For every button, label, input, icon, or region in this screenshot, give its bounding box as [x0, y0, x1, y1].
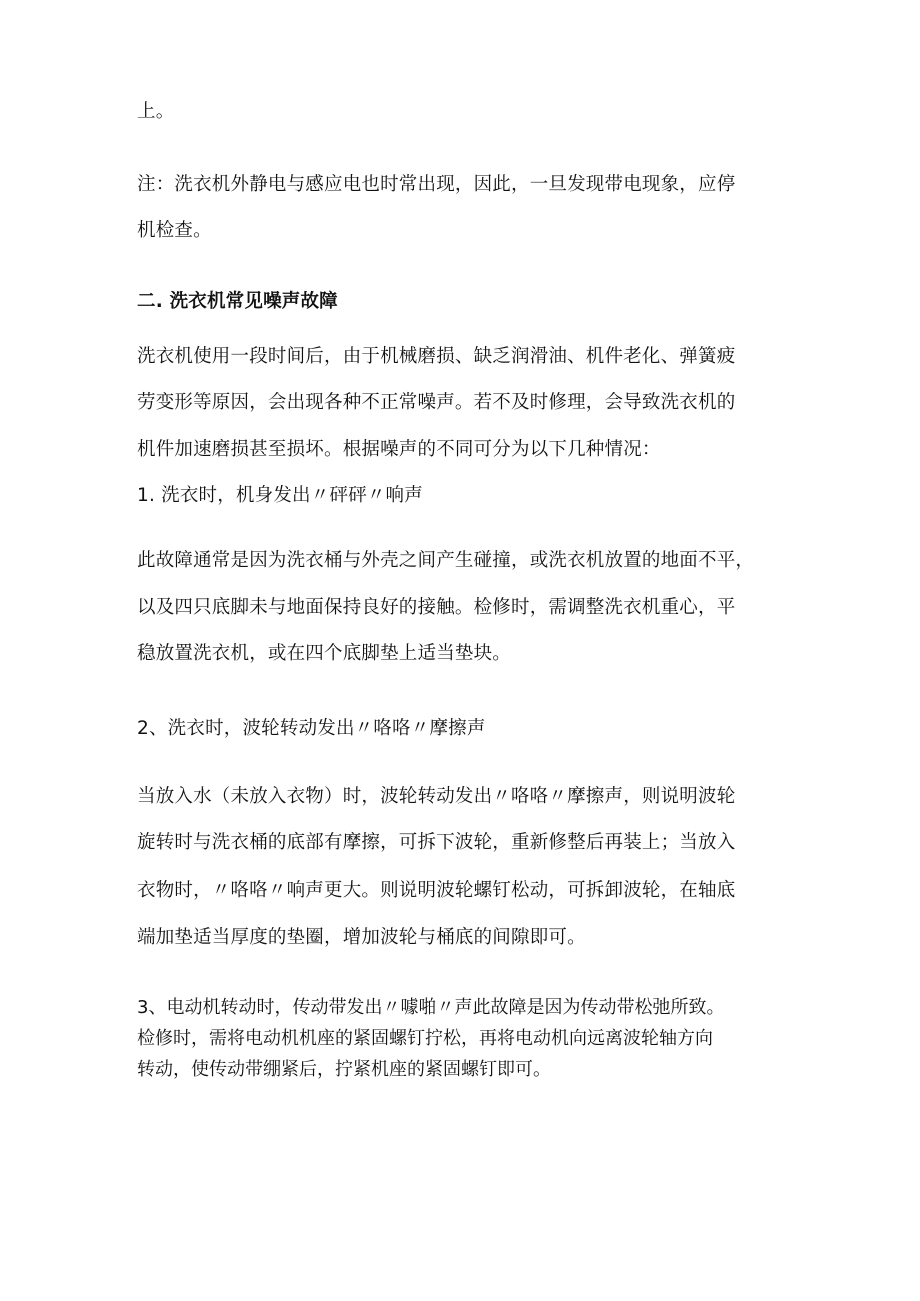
paragraph-line: 旋转时与洗衣桶的底部有摩擦，可拆下波轮，重新修整后再装上；当放入	[137, 832, 736, 853]
subheading: 1. 洗衣时，机身发出〃砰砰〃响声	[137, 485, 423, 506]
note-line: 机检查。	[137, 220, 212, 241]
paragraph-line: 稳放置洗衣机，或在四个底脚垫上适当垫块。	[137, 643, 512, 664]
paragraph-line: 以及四只底脚未与地面保持良好的接触。检修时，需调整洗衣机重心，平	[137, 597, 736, 618]
paragraph-line: 端加垫适当厚度的垫圈，增加波轮与桶底的间隙即可。	[137, 927, 586, 948]
paragraph-line: 上。	[137, 101, 175, 122]
paragraph-line: 3、电动机转动时，传动带发出〃噱啪〃声此故障是因为传动带松弛所致。	[137, 997, 725, 1018]
paragraph-line: 当放入水（未放入衣物）时，波轮转动发出〃咯咯〃摩擦声，则说明波轮	[137, 786, 736, 807]
paragraph-line: 机件加速磨损甚至损坏。根据噪声的不同可分为以下几种情况：	[137, 439, 661, 460]
paragraph-line: 此故障通常是因为洗衣桶与外壳之间产生碰撞，或洗衣机放置的地面不平，	[137, 550, 755, 571]
paragraph-line: 检修时，需将电动机机座的紧固螺钉拧松，再将电动机向远离波轮轴方向	[137, 1028, 713, 1049]
paragraph-line: 转动，使传动带绷紧后，拧紧机座的紧固螺钉即可。	[137, 1059, 551, 1080]
paragraph-line: 洗衣机使用一段时间后，由于机械磨损、缺乏润滑油、机件老化、弹簧疲	[137, 346, 736, 367]
note-line: 注：洗衣机外静电与感应电也时常出现，因此，一旦发现带电现象，应停	[137, 174, 736, 195]
subheading: 2、洗衣时，波轮转动发出〃咯咯〃摩擦声	[137, 718, 486, 739]
paragraph-line: 劳变形等原因，会出现各种不正常噪声。若不及时修理，会导致洗衣机的	[137, 392, 736, 413]
section-heading: 二. 洗衣机常见噪声故障	[137, 291, 338, 312]
paragraph-line: 衣物时，〃咯咯〃响声更大。则说明波轮螺钉松动，可拆卸波轮，在轴底	[137, 880, 736, 901]
